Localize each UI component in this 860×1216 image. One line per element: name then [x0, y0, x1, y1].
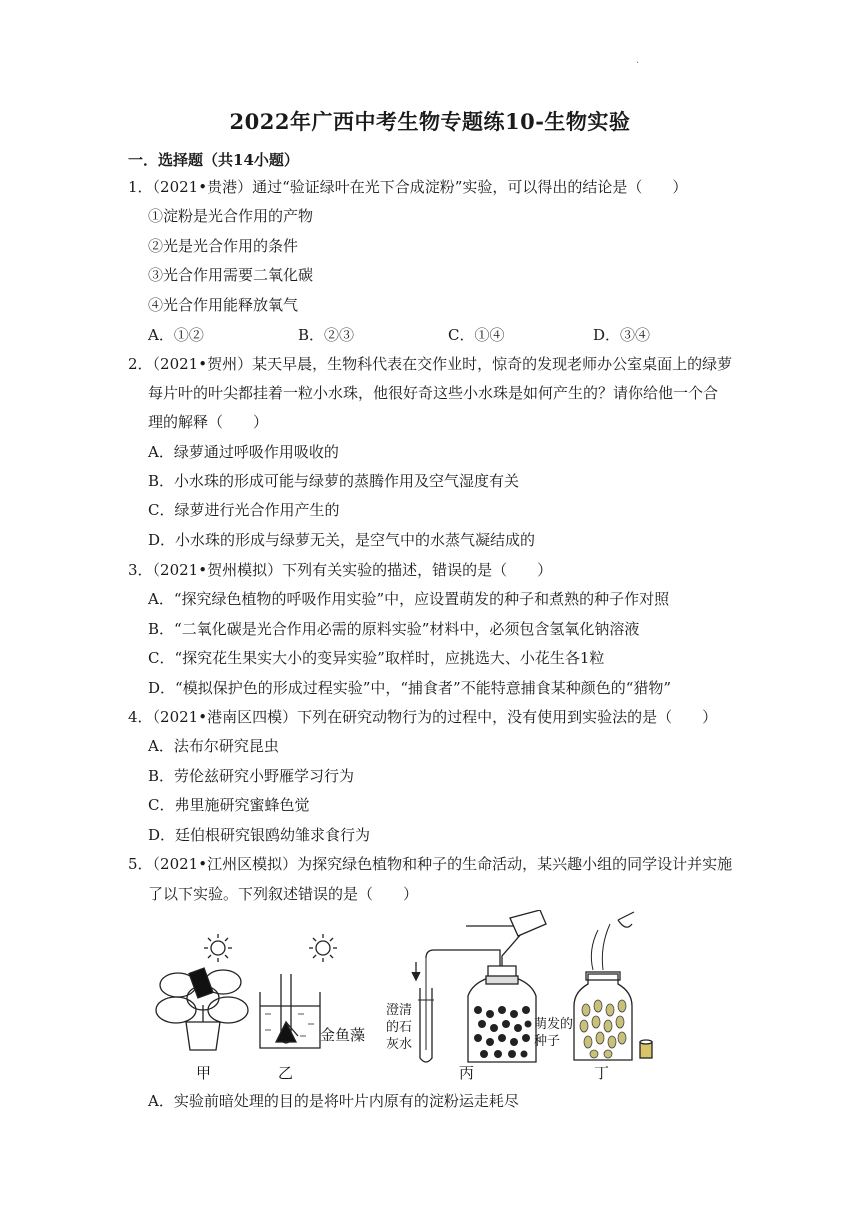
question-2-stem-line-3: 理的解释（ ）: [148, 413, 269, 431]
question-2-option-d: D．小水珠的形成与绿萝无关，是空气中的水蒸气凝结成的: [148, 531, 536, 549]
seed-bottle-setup-bing: [412, 910, 546, 1062]
page-title: 2022年广西中考生物专题练10-生物实验: [229, 109, 631, 134]
label-jia: 甲: [196, 1064, 212, 1082]
label-seeds-2: 种子: [534, 1034, 561, 1049]
question-1-option-d: D．③④: [593, 326, 651, 344]
question-1-options: [148, 324, 708, 344]
question-1-option-b: B．②③: [298, 326, 355, 344]
jar-candle-setup-ding: [574, 912, 652, 1060]
question-1-item-2: ②光是光合作用的条件: [148, 237, 299, 255]
question-1-item-4: ④光合作用能释放氧气: [148, 296, 299, 314]
label-bing: 丙: [459, 1064, 475, 1082]
section-heading: 一．选择题（共14小题）: [128, 151, 299, 169]
question-4-option-d: D．廷伯根研究银鸥幼雏求食行为: [148, 826, 371, 844]
question-4-stem: 4．（2021•港南区四模）下列在研究动物行为的过程中，没有使用到实验法的是（ ）: [128, 708, 718, 726]
header-dot: ·: [636, 58, 640, 69]
question-4-option-b: B．劳伦兹研究小野雁学习行为: [148, 767, 355, 785]
question-2-option-b: B．小水珠的形成可能与绿萝的蒸腾作用及空气湿度有关: [148, 472, 520, 490]
label-ding: 丁: [594, 1064, 610, 1082]
question-3-option-a: A．“探究绿色植物的呼吸作用实验”中，应设置萌发的种子和煮熟的种子作对照: [148, 590, 670, 608]
label-lime-water-3: 灰水: [386, 1037, 413, 1052]
question-2-option-c: C．绿萝进行光合作用产生的: [148, 501, 340, 519]
label-yi: 乙: [278, 1064, 294, 1082]
question-5-stem-line-2: 了以下实验。下列叙述错误的是（ ）: [148, 885, 419, 903]
sun-icon-1: [204, 934, 232, 962]
question-3-option-c: C．“探究花生果实大小的变异实验”取样时，应挑选大、小花生各1粒: [148, 649, 605, 667]
question-3-option-b: B．“二氧化碳是光合作用必需的原料实验”材料中，必须包含氢氧化钠溶液: [148, 620, 640, 638]
question-2-stem-line-2: 每片叶的叶尖都挂着一粒小水珠，他很好奇这些小水珠是如何产生的？请你给他一个合: [148, 384, 719, 402]
question-3-option-d: D．“模拟保护色的形成过程实验”中，“捕食者”不能特意捕食某种颜色的“猎物”: [148, 679, 672, 697]
question-2-option-a: A．绿萝通过呼吸作用吸收的: [148, 443, 339, 461]
question-5-option-a: A．实验前暗处理的目的是将叶片内原有的淀粉运走耗尽: [148, 1092, 519, 1110]
question-3-stem: 3．（2021•贺州模拟）下列有关实验的描述，错误的是（ ）: [128, 561, 553, 579]
question-1-stem: 1．（2021•贵港）通过“验证绿叶在光下合成淀粉”实验，可以得出的结论是（ ）: [128, 178, 688, 196]
plant-setup-jia: [156, 934, 248, 1050]
question-4-option-a: A．法布尔研究昆虫: [148, 737, 279, 755]
sun-icon-2: [309, 934, 337, 962]
question-5-stem-line-1: 5．（2021•江州区模拟）为探究绿色植物和种子的生命活动，某兴趣小组的同学设计并实施: [128, 855, 733, 873]
label-lime-water-2: 的石: [386, 1020, 413, 1035]
experiment-figure: [148, 910, 668, 1085]
question-1-option-c: C．①④: [448, 326, 505, 344]
question-1-item-1: ①淀粉是光合作用的产物: [148, 207, 314, 225]
question-2-stem-line-1: 2．（2021•贺州）某天早晨，生物科代表在交作业时，惊奇的发现老师办公室桌面上的绿萝: [128, 355, 733, 373]
question-4-option-c: C．弗里施研究蜜蜂色觉: [148, 796, 310, 814]
label-seeds-1: 萌发的: [534, 1017, 574, 1032]
question-1-item-3: ③光合作用需要二氧化碳: [148, 266, 314, 284]
label-lime-water-1: 澄清: [386, 1003, 413, 1018]
label-jinyuzao: 金鱼藻: [320, 1026, 366, 1044]
experiment-illustration: [148, 910, 668, 1085]
question-1-option-a: A．①②: [148, 326, 204, 344]
